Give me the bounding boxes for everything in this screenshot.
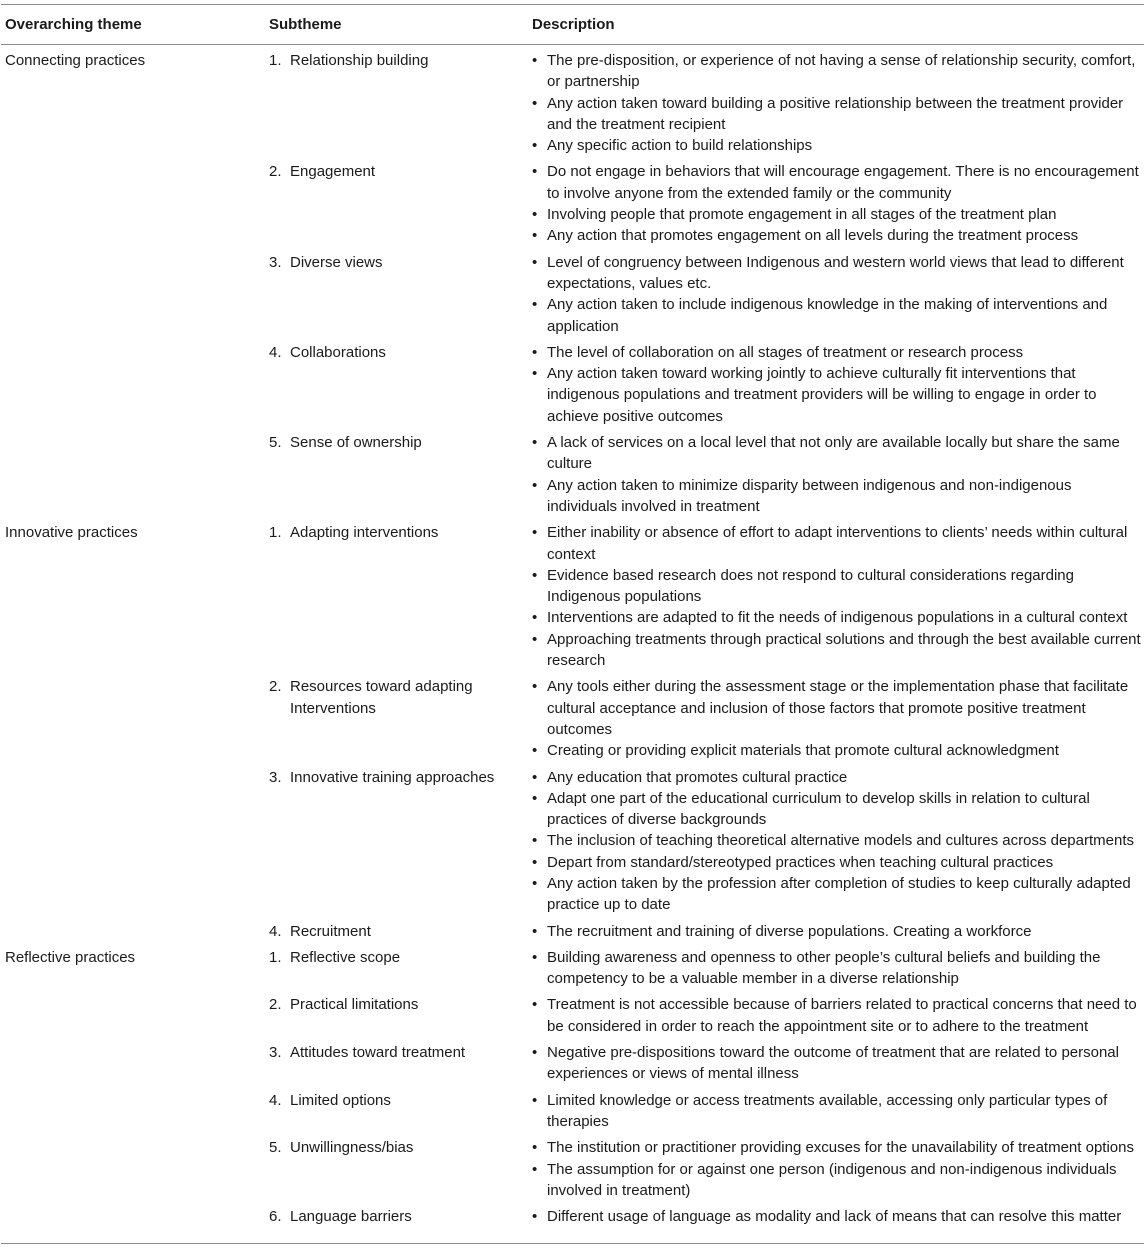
subtheme-name: Attitudes toward treatment xyxy=(290,1044,466,1062)
subtheme-name: Language barriers xyxy=(290,1208,412,1226)
description-bullet: • The pre-disposition, or experience of not having a sense of relationship security, comfort, or partnership xyxy=(532,50,1142,93)
subtheme-name: Relationship building xyxy=(290,52,429,69)
description-cell xyxy=(532,522,1145,671)
table-row xyxy=(0,342,1145,427)
description-list xyxy=(532,522,1142,671)
description-bullet: • The inclusion of teaching theoretical alternative models and cultures across departments xyxy=(532,830,1142,851)
description-bullet: • Building awareness and openness to other people’s cultural beliefs and building the competency to be a valuable member in a diverse relationship xyxy=(532,947,1142,990)
table-row xyxy=(0,921,1145,942)
subtheme-cell xyxy=(266,522,532,671)
table-row xyxy=(0,1206,1145,1227)
description-cell xyxy=(532,1137,1145,1201)
description-bullet: • Negative pre-dispositions toward the outcome of treatment that are related to personal experiences or views of mental illness xyxy=(532,1042,1142,1085)
overarching-theme-cell xyxy=(0,342,266,427)
description-bullet: • A lack of services on a local level that not only are available locally but share the same culture xyxy=(532,432,1142,475)
description-bullet: • Either inability or absence of effort to adapt interventions to clients’ needs within cultural context xyxy=(532,522,1142,565)
description-bullet: • Level of congruency between Indigenous and western world views that lead to different expectations, values etc. xyxy=(532,252,1142,295)
description-bullet: • Any action taken to minimize disparity between indigenous and non-indigenous individuals involved in treatment xyxy=(532,475,1142,518)
subtheme-cell xyxy=(266,921,532,942)
description-bullet: • Any specific action to build relationships xyxy=(532,135,1142,156)
description-list xyxy=(532,1090,1142,1133)
description-list xyxy=(532,1206,1142,1227)
description-cell xyxy=(532,676,1145,761)
description-bullet: • Approaching treatments through practical solutions and through the best available current research xyxy=(532,629,1142,672)
description-bullet: • Any action taken toward building a positive relationship between the treatment provider and the treatment recipient xyxy=(532,93,1142,136)
description-cell xyxy=(532,1206,1145,1227)
description-bullet: • The recruitment and training of diverse populations. Creating a workforce xyxy=(532,921,1142,942)
description-bullet: • The level of collaboration on all stages of treatment or research process xyxy=(532,342,1142,363)
table-row xyxy=(0,676,1145,761)
subtheme-number: 5. xyxy=(269,434,282,452)
description-list xyxy=(532,342,1142,427)
subtheme-number: 4. xyxy=(269,922,282,940)
description-bullet: • Limited knowledge or access treatments available, accessing only particular types of therapies xyxy=(532,1090,1142,1133)
overarching-theme-cell xyxy=(0,921,266,942)
table-row xyxy=(0,161,1145,246)
description-bullet: • Creating or providing explicit materials that promote cultural acknowledgment xyxy=(532,740,1142,761)
description-list xyxy=(532,1137,1142,1201)
subtheme-cell xyxy=(266,342,532,427)
subtheme-name: Sense of ownership xyxy=(290,434,422,452)
description-cell xyxy=(532,947,1145,990)
subtheme-cell xyxy=(266,252,532,337)
subtheme-cell xyxy=(266,1206,532,1227)
table-row xyxy=(0,767,1145,916)
subtheme-name: Recruitment xyxy=(290,922,371,940)
subtheme-name: Innovative training approaches xyxy=(290,768,495,786)
table-row xyxy=(0,1090,1145,1133)
table-row xyxy=(0,1137,1145,1201)
subtheme-number: 1. xyxy=(269,524,282,542)
subtheme-cell xyxy=(266,50,532,156)
overarching-theme-cell xyxy=(0,1206,266,1227)
subtheme-name: Collaborations xyxy=(290,343,386,361)
subtheme-cell xyxy=(266,1042,532,1085)
description-list xyxy=(532,161,1142,246)
description-bullet: • The assumption for or against one person (indigenous and non-indigenous individuals involved in treatment) xyxy=(532,1159,1142,1202)
subtheme-number: 6. xyxy=(269,1208,282,1226)
description-bullet: • Involving people that promote engagement in all stages of the treatment plan xyxy=(532,204,1142,225)
subtheme-number: 3. xyxy=(269,1044,282,1062)
overarching-theme-cell xyxy=(0,1137,266,1201)
subtheme-cell xyxy=(266,947,532,990)
description-bullet: • Any tools either during the assessment stage or the implementation phase that facilitate cultural acceptance and inclusion of those factors that promote positive treatment outcomes xyxy=(532,676,1142,740)
description-list xyxy=(532,50,1142,156)
table-row xyxy=(0,252,1145,337)
description-cell xyxy=(532,432,1145,517)
description-bullet: • Any education that promotes cultural practice xyxy=(532,767,1142,788)
subtheme-name: Adapting interventions xyxy=(290,524,439,542)
table-row xyxy=(0,50,1145,156)
description-list xyxy=(532,947,1142,990)
subtheme-number: 3. xyxy=(269,768,282,786)
subtheme-number: 1. xyxy=(269,948,282,966)
description-list xyxy=(532,676,1142,761)
subtheme-name: Reflective scope xyxy=(290,948,401,966)
subtheme-number: 4. xyxy=(269,1091,282,1109)
subtheme-name: Diverse views xyxy=(290,253,383,271)
subtheme-name: Practical limitations xyxy=(290,996,419,1014)
description-bullet: • Interventions are adapted to fit the needs of indigenous populations in a cultural context xyxy=(532,607,1142,628)
subtheme-name: Unwillingness/bias xyxy=(290,1139,414,1157)
table-body xyxy=(0,45,1145,1227)
description-cell xyxy=(532,1042,1145,1085)
subtheme-cell xyxy=(266,676,532,761)
subtheme-number: 2. xyxy=(269,163,282,181)
header-overarching-theme: Overarching theme xyxy=(5,16,142,33)
description-cell xyxy=(532,921,1145,942)
description-cell xyxy=(532,252,1145,337)
subtheme-name: Resources toward adapting Interventions xyxy=(290,678,473,717)
overarching-theme-cell xyxy=(0,1090,266,1133)
description-bullet: • Any action that promotes engagement on all levels during the treatment process xyxy=(532,225,1142,246)
description-list xyxy=(532,432,1142,517)
description-cell xyxy=(532,1090,1145,1133)
subtheme-number: 5. xyxy=(269,1139,282,1157)
description-list xyxy=(532,921,1142,942)
subtheme-name: Engagement xyxy=(290,163,376,181)
subtheme-number: 2. xyxy=(269,678,282,696)
overarching-theme-cell xyxy=(0,767,266,916)
overarching-theme-cell xyxy=(0,252,266,337)
overarching-theme-cell xyxy=(0,1042,266,1085)
description-cell xyxy=(532,994,1145,1037)
description-cell xyxy=(532,161,1145,246)
header-description: Description xyxy=(532,16,615,33)
description-bullet: • Adapt one part of the educational curriculum to develop skills in relation to cultural practices of diverse backgrounds xyxy=(532,788,1142,831)
subtheme-number: 4. xyxy=(269,343,282,361)
description-bullet: • Different usage of language as modality and lack of means that can resolve this matter xyxy=(532,1206,1142,1227)
description-bullet: • Any action taken toward working jointly to achieve culturally fit interventions that indigenous populations and treatment providers will be willing to engage in order to achieve positive outcomes xyxy=(532,363,1142,427)
subtheme-cell xyxy=(266,994,532,1037)
overarching-theme-cell: Connecting practices xyxy=(5,52,146,69)
description-cell xyxy=(532,50,1145,156)
description-bullet: • The institution or practitioner providing excuses for the unavailability of treatment options xyxy=(532,1137,1142,1158)
table-row xyxy=(0,522,1145,671)
subtheme-cell xyxy=(266,1137,532,1201)
subtheme-cell xyxy=(266,767,532,916)
description-bullet: • Evidence based research does not respond to cultural considerations regarding Indigenous populations xyxy=(532,565,1142,608)
description-list xyxy=(532,1042,1142,1085)
description-bullet: • Treatment is not accessible because of barriers related to practical concerns that need to be considered in order to reach the appointment site or to adhere to the treatment xyxy=(532,994,1142,1037)
bottom-rule xyxy=(1,1243,1144,1244)
subtheme-number: 2. xyxy=(269,996,282,1014)
overarching-theme-cell xyxy=(0,676,266,761)
description-cell xyxy=(532,342,1145,427)
overarching-theme-cell xyxy=(0,161,266,246)
description-list xyxy=(532,252,1142,337)
description-cell xyxy=(532,767,1145,916)
description-list xyxy=(532,767,1142,916)
description-bullet: • Do not engage in behaviors that will encourage engagement. There is no encouragement to involve anyone from the extended family or the community xyxy=(532,161,1142,204)
table-row xyxy=(0,994,1145,1037)
description-list xyxy=(532,994,1142,1037)
description-bullet: • Any action taken to include indigenous knowledge in the making of interventions and application xyxy=(532,294,1142,337)
overarching-theme-cell xyxy=(0,994,266,1037)
description-bullet: • Any action taken by the profession after completion of studies to keep culturally adapted practice up to date xyxy=(532,873,1142,916)
overarching-theme-cell xyxy=(0,432,266,517)
table-row xyxy=(0,432,1145,517)
overarching-theme-cell: Reflective practices xyxy=(5,948,136,966)
table-row xyxy=(0,1042,1145,1085)
subtheme-name: Limited options xyxy=(290,1091,391,1109)
subtheme-number: 3. xyxy=(269,253,282,271)
subtheme-cell xyxy=(266,161,532,246)
table-row xyxy=(0,947,1145,990)
overarching-theme-cell: Innovative practices xyxy=(5,524,138,542)
header-subtheme: Subtheme xyxy=(269,16,342,33)
subtheme-cell xyxy=(266,1090,532,1133)
description-bullet: • Depart from standard/stereotyped practices when teaching cultural practices xyxy=(532,852,1142,873)
subtheme-number: 1. xyxy=(269,52,282,69)
subtheme-cell xyxy=(266,432,532,517)
table-header xyxy=(0,5,1145,44)
